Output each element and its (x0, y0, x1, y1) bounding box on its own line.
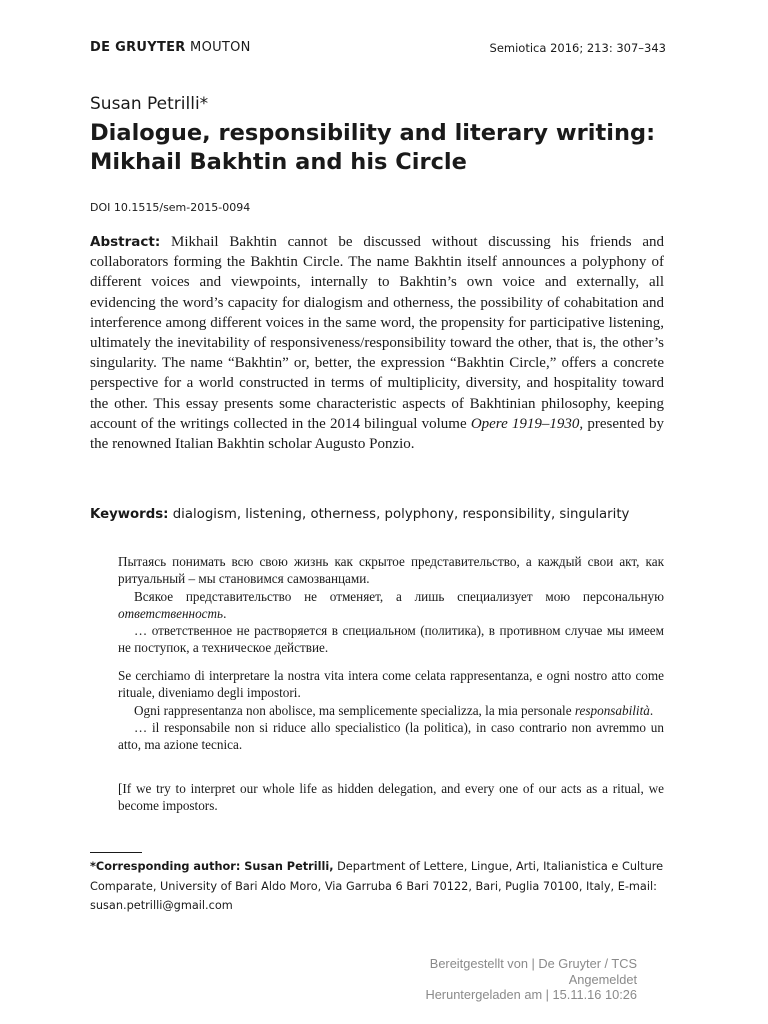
keywords-label: Keywords: (90, 507, 169, 522)
publisher-name (90, 40, 251, 55)
epigraph-english (118, 780, 664, 815)
epigraph-it-paragraph-3: … il responsabile non si riduce allo specialistico (la politica), in caso contrario non avremmo un atto, ma azione tecnica. (118, 719, 664, 753)
epigraph-ru-p2-italic: ответственность (118, 605, 224, 621)
epigraph-ru-p2-text: Всякое представительство не отменяет, а лишь специализует мою персональную (134, 588, 664, 604)
epigraph-it-paragraph-2 (118, 702, 664, 719)
epigraph-italian (118, 667, 664, 753)
footnote (90, 857, 670, 916)
stamp-line-2: Angemeldet (568, 971, 637, 987)
publisher-regular: MOUTON (190, 40, 251, 55)
title-line-1: Dialogue, responsibility and literary writing: (90, 120, 656, 146)
abstract (90, 232, 664, 454)
page-header (90, 40, 666, 60)
epigraph-russian (118, 553, 664, 657)
epigraph-it-p2-end: . (649, 702, 654, 718)
epigraph-ru-paragraph-1: Пытаясь понимать всю свою жизнь как скрытое представительство, а каждый свои акт, как ритуальный – мы становимся самозванцами. (118, 554, 664, 587)
stamp-line-1: Bereitgestellt von | De Gruyter / TCS (429, 956, 637, 971)
footnote-text: Department of Lettere, Lingue, Arti, Italianistica e Culture Comparate, University of Bari Aldo Moro, Via Garruba 6 Bari 70122, Bari, Puglia 70100, Italy, E-mail: susan.petrilli@gmail.com (90, 860, 664, 913)
epigraph-ru-paragraph-3: … ответственное не растворяется в специальном (политика), в противном случае мы имеем не поступок, а техническое действие. (118, 623, 664, 656)
epigraph-ru-p2-end: . (223, 605, 227, 621)
abstract-label: Abstract: (90, 234, 161, 250)
abstract-italic-title: Opere 1919–1930 (470, 415, 580, 432)
article-title (90, 119, 690, 177)
epigraph-it-p2-text: Ogni rappresentanza non abolisce, ma semplicemente specializza, la mia personale (134, 702, 575, 718)
keywords (90, 507, 670, 522)
epigraph-it-paragraph-1: Se cerchiamo di interpretare la nostra vita intera come celata rappresentanza, e ogni nostro atto come rituale, diveniamo degli impostori. (118, 668, 664, 701)
publisher-bold: DE GRUYTER (90, 40, 186, 55)
stamp-line-3: Heruntergeladen am | 15.11.16 10:26 (425, 987, 637, 1002)
abstract-text-end: , presented by the renowned Italian Bakhtin scholar Augusto Ponzio. (90, 415, 664, 453)
epigraph-en-paragraph-1: [If we try to interpret our whole life as hidden delegation, and every one of our acts as a ritual, we become impostors. (118, 781, 664, 814)
title-line-2: Mikhail Bakhtin and his Circle (90, 149, 467, 175)
doi: DOI 10.1515/sem-2015-0094 (90, 201, 251, 214)
footnote-label: *Corresponding author: Susan Petrilli, (90, 860, 334, 873)
journal-citation: Semiotica 2016; 213: 307–343 (489, 41, 666, 55)
download-stamp (425, 956, 637, 1003)
abstract-text: Mikhail Bakhtin cannot be discussed without discussing his friends and collaborators forming the Bakhtin Circle. The name Bakhtin itself announces a polyphony of different voices and viewpoints, internally to Bakhtin’s own voice and externally, all evidencing the word’s capacity for dialogism and otherness, the possibility of cohabitation and interference among different voices in the same word, the propensity for participative listening, ultimately the inevitability of responsiveness/responsibility toward the other, that is, the other’s singularity. The name “Bakhtin” or, better, the expression “Bakhtin Circle,” offers a concrete perspective for a world constructed in terms of multiplicity, diversity, and hospitality toward the other. This essay presents some characteristic aspects of Bakhtinian philosophy, keeping account of the writings collected in the 2014 bilingual volume (90, 234, 664, 432)
epigraph-ru-paragraph-2 (118, 588, 664, 623)
epigraph-it-p2-italic: responsabilità (574, 702, 650, 718)
author-name: Susan Petrilli* (90, 94, 209, 114)
footnote-divider (90, 852, 142, 853)
keywords-text: dialogism, listening, otherness, polyphony, responsibility, singularity (168, 507, 630, 522)
